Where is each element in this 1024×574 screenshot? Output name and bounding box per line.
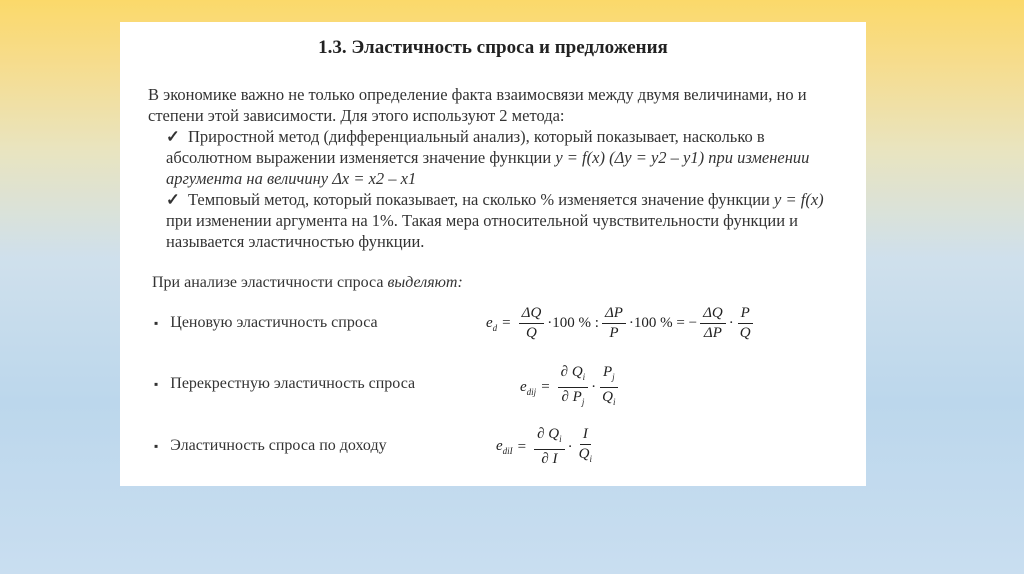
formula-equals: =: [502, 315, 511, 331]
fraction: $\frac{\partial Q_i}{\partial P_j}$: [558, 364, 589, 411]
checkmark-icon: ✓: [166, 190, 180, 209]
analysis-heading: [152, 274, 463, 292]
list-item-price-elasticity: [154, 314, 378, 332]
list-item-label: Перекрестную эластичность спроса: [170, 375, 416, 392]
analysis-italic: выделяют:: [387, 274, 463, 291]
fraction: $\frac{P_j}{Q_i}$: [599, 364, 618, 411]
formula-operator: ·100 % :: [547, 315, 599, 331]
fraction: $\frac{P}{Q}$: [737, 305, 754, 342]
formula-lhs: $e_{diI}$: [496, 438, 513, 456]
slide-content: [120, 22, 866, 486]
method-rate-expr: y = f(x): [774, 190, 824, 209]
checkmark-icon: ✓: [166, 127, 180, 146]
fraction: $\frac{I}{Q_i}$: [578, 426, 593, 464]
bullet-icon: ▪: [154, 438, 159, 453]
method-rate-text-b: при изменении аргумента на 1%. Такая мера относительной чувствительности функции и называется эластичностью функции.: [166, 211, 799, 251]
list-item-income-elasticity: [154, 437, 387, 455]
formula-lhs: $e_{dij}$: [520, 378, 537, 397]
fraction: $\frac{\Delta Q}{\Delta P}$: [700, 305, 726, 342]
method-rate-text-a: Темповый метод, который показывает, на сколько % изменяется значение функции: [187, 190, 770, 209]
formula-equals: =: [517, 438, 527, 455]
fraction: $\frac{\partial Q_i}{\partial I}$: [534, 426, 565, 468]
formula-lhs: $e_d$: [486, 314, 498, 333]
formula-operator: ·: [591, 379, 597, 395]
list-item-cross-elasticity: [154, 375, 415, 393]
intro-paragraph: В экономике важно не только определение факта взаимосвязи между двумя величинами, но и степени этой зависимости. Для этого используют 2 метода:: [148, 85, 807, 125]
formula-operator: ·: [728, 315, 734, 331]
formula-equals: =: [541, 379, 550, 395]
formula-operator: ·100 % = −: [628, 315, 698, 331]
method-incremental-expr: y = f(x): [555, 148, 605, 167]
method-incremental-text-b: (Δy = y2 – y1) при изменении аргумента на величину Δx = x2 – x1: [166, 148, 810, 188]
list-item-label: Ценовую эластичность спроса: [170, 314, 378, 331]
formula-operator: ·: [567, 438, 573, 455]
method-rate: [166, 189, 846, 252]
bullet-icon: ▪: [154, 376, 159, 391]
list-item-label: Эластичность спроса по доходу: [170, 437, 387, 454]
formula-cross-elasticity: [520, 364, 622, 411]
formula-price-elasticity: [486, 305, 757, 342]
slide-title: 1.3. Эластичность спроса и предложения: [318, 37, 668, 58]
fraction: $\frac{\Delta P}{P}$: [602, 305, 626, 342]
fraction: $\frac{\Delta Q}{Q}$: [519, 305, 545, 342]
method-incremental-text-a: Приростной метод (дифференциальный анализ), который показывает, насколько в абсолютном выражении изменяется значение функции: [166, 127, 765, 167]
formula-income-elasticity: [496, 426, 598, 468]
analysis-prefix: При анализе эластичности спроса: [152, 274, 384, 291]
bullet-icon: ▪: [154, 315, 159, 330]
method-incremental: [166, 126, 846, 189]
